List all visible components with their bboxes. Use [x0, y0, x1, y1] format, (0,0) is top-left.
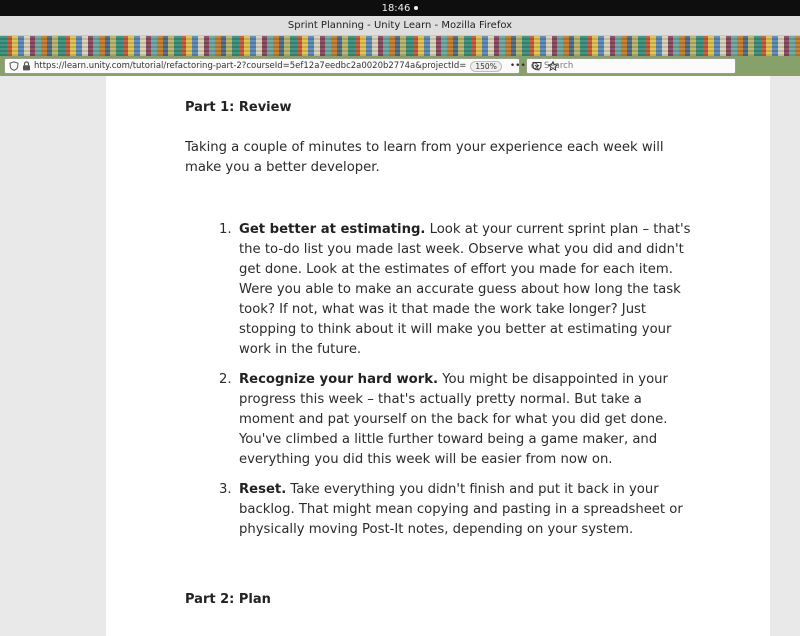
url-actions — [510, 61, 558, 71]
list-item-number: 1. — [219, 222, 232, 237]
window-title: Sprint Planning - Unity Learn - Mozilla Firefox — [287, 20, 513, 31]
clock[interactable] — [382, 3, 419, 14]
notification-dot-icon — [414, 6, 418, 10]
list-item-lead: Get better at estimating. — [239, 222, 426, 237]
list-item — [185, 480, 695, 540]
os-top-bar — [0, 0, 800, 16]
list-item-number: 3. — [219, 482, 232, 497]
list-item-text: You might be disappointed in your progress this week – that's actually pretty normal. But take a moment and pat yourself on the back for what you did get done. You've climbed a little further toward being a game maker, and everything you did this week will be easier from now on. — [239, 372, 668, 467]
site-info-shield-icon[interactable] — [9, 60, 19, 72]
url-text[interactable]: https://learn.unity.com/tutorial/refactoring-part-2?courseId=5ef12a7eedbc2a0020b2774a&projectId= — [34, 61, 467, 71]
steps-list — [185, 220, 695, 540]
url-bar[interactable] — [4, 58, 526, 74]
tab-strip[interactable] — [0, 36, 800, 56]
intro-paragraph: Taking a couple of minutes to learn from your experience each week will make you a better developer. — [185, 140, 664, 175]
list-item-number: 2. — [219, 372, 232, 387]
section-heading: Part 1: Review — [185, 100, 292, 115]
list-item-text: Look at your current sprint plan – that's the to-do list you made last week. Observe what you did and didn't get done. Look at the estimates of effort you made for each item. Were you able to make an accurate guess about how long the task took? If not, what was it that made the work take longer? Just stopping to think about it will make you better at estimating your work in the future. — [239, 222, 691, 357]
page-viewport[interactable] — [0, 76, 800, 607]
article-card — [106, 76, 770, 636]
lock-icon[interactable] — [22, 60, 31, 72]
list-item-lead: Recognize your hard work. — [239, 372, 439, 387]
page-actions-menu-icon[interactable]: ••• — [509, 61, 526, 71]
window-title-bar — [0, 16, 800, 36]
zoom-level-button[interactable]: 150% — [470, 61, 501, 72]
search-placeholder: Search — [544, 61, 574, 71]
bookmark-star-icon[interactable] — [548, 61, 558, 71]
list-item — [185, 220, 695, 360]
next-section-heading: Part 2: Plan — [185, 592, 271, 607]
list-item-text: Take everything you didn't finish and put it back in your backlog. That might mean copying and pasting in a spreadsheet or physically moving Post-It notes, depending on your system. — [239, 482, 683, 537]
article-content — [185, 98, 695, 550]
pocket-icon[interactable] — [532, 61, 542, 71]
list-item — [185, 370, 695, 470]
clock-time: 18:46 — [381, 2, 411, 14]
list-item-lead: Reset. — [239, 482, 287, 497]
navigation-bar — [0, 56, 800, 76]
